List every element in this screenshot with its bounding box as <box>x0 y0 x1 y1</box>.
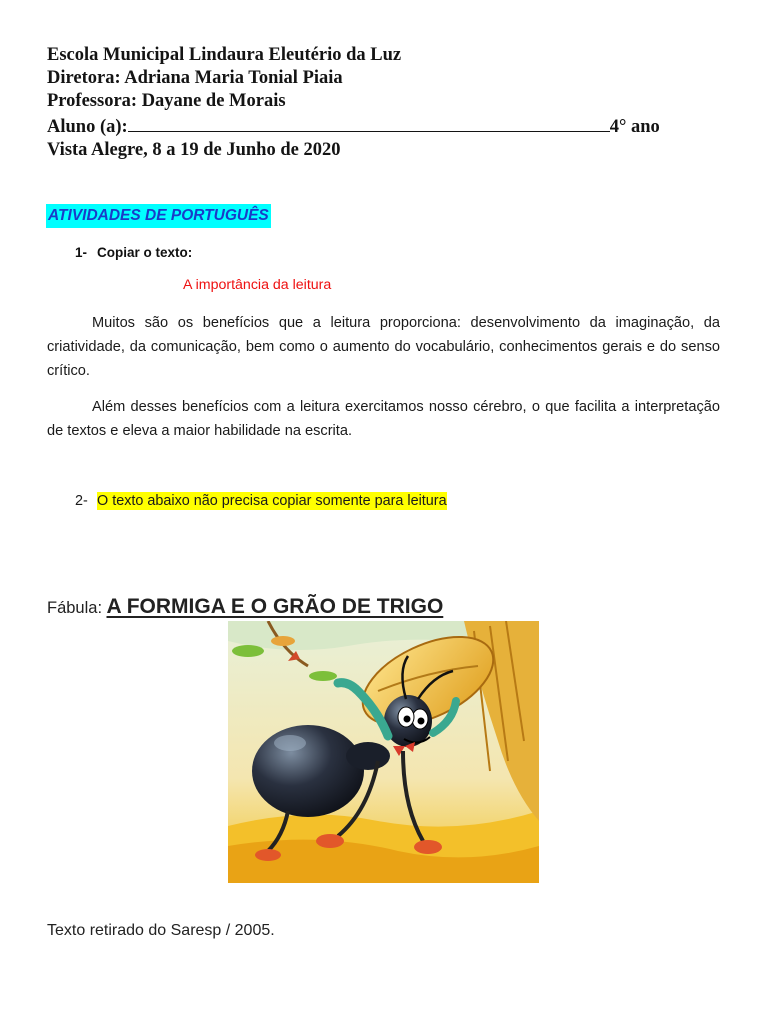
reading-paragraph-2: Além desses benefícios com a leitura exercitamos nosso cérebro, o que facilita a interpretação de textos e eleva a maior habilidade na escrita. <box>47 399 720 439</box>
fable-prefix: Fábula: <box>47 599 103 617</box>
teacher-name: Professora: Dayane de Morais <box>47 91 286 112</box>
activity-1-instruction <box>75 244 192 262</box>
reading-paragraph-1: Muitos são os benefícios que a leitura proporciona: desenvolvimento da imaginação, da criatividade, da comunicação, bem como o aumento do vocabulário, conhecimentos gerais e do senso crítico. <box>47 315 720 379</box>
student-name-blank <box>128 114 610 132</box>
reading-title: A importância da leitura <box>183 277 332 293</box>
activity-2-number: 2- <box>75 493 88 509</box>
student-line <box>47 114 707 139</box>
activity-1-text: Copiar o texto: <box>97 245 193 260</box>
document-header <box>47 44 707 162</box>
school-name: Escola Municipal Lindaura Eleutério da Luz <box>47 45 402 65</box>
fable-title: A FORMIGA E O GRÃO DE TRIGO <box>106 595 444 618</box>
director-name: Diretora: Adriana Maria Tonial Piaia <box>47 68 343 89</box>
activity-2-text: O texto abaixo não precisa copiar somente para leitura <box>97 493 447 509</box>
student-label: Aluno (a): <box>47 116 128 137</box>
ant-illustration <box>228 621 539 883</box>
activity-1-number: 1- <box>75 245 88 260</box>
grade-label: 4° ano <box>609 116 660 137</box>
fable-heading <box>47 595 443 619</box>
source-note: Texto retirado do Saresp / 2005. <box>47 922 275 939</box>
section-title: ATIVIDADES DE PORTUGUÊS <box>46 204 271 228</box>
activity-2-instruction <box>75 491 447 511</box>
place-date: Vista Alegre, 8 a 19 de Junho de 2020 <box>47 139 341 160</box>
